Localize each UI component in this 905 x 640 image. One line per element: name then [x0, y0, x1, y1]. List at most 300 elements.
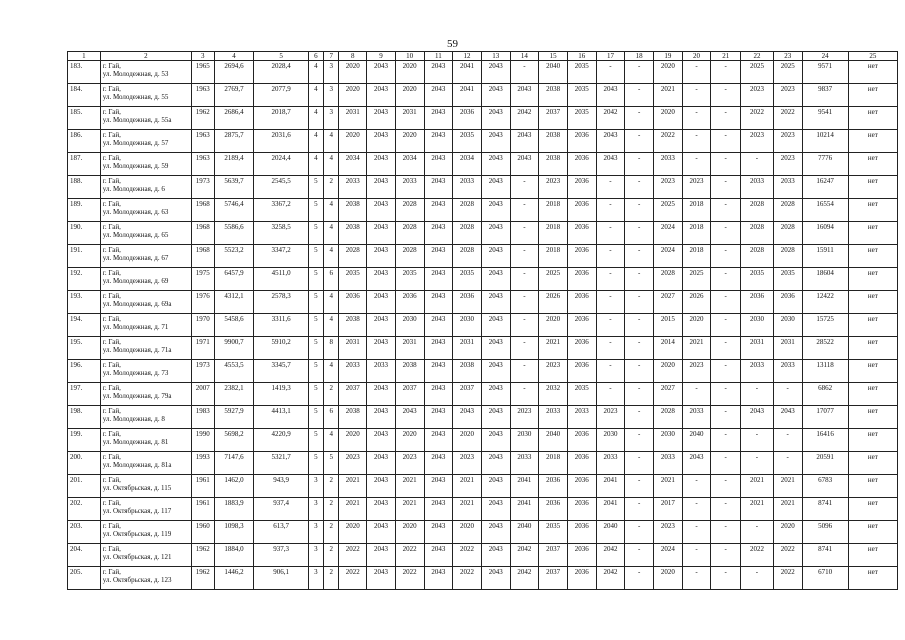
address-street: ул. Молодежная, д. 57 [102, 139, 169, 147]
data-cell: 2035 [567, 61, 596, 84]
row-number-cell: 199. [68, 429, 101, 452]
data-cell: 2021 [741, 475, 774, 498]
data-cell: 2043 [424, 314, 453, 337]
data-cell: - [711, 521, 741, 544]
data-cell: 2036 [567, 452, 596, 475]
data-cell: 2042 [596, 567, 625, 590]
data-cell: - [682, 61, 711, 84]
column-number-header: 16 [567, 52, 596, 61]
data-cell: 2041 [510, 475, 539, 498]
data-cell: 4 [324, 429, 339, 452]
data-cell: 2043 [481, 291, 510, 314]
data-cell: 2023 [773, 84, 802, 107]
data-cell: 2038 [339, 314, 367, 337]
address-cell [100, 360, 191, 383]
address-cell [100, 567, 191, 590]
data-cell: 2021 [395, 498, 424, 521]
data-cell: 2036 [453, 291, 482, 314]
data-cell: 2020 [654, 360, 683, 383]
data-cell: нет [848, 291, 897, 314]
data-cell: 2035 [773, 268, 802, 291]
data-cell: 2007 [191, 383, 214, 406]
data-cell: 1962 [191, 567, 214, 590]
data-cell: 28522 [802, 337, 848, 360]
data-cell: - [625, 360, 654, 383]
data-cell: 16094 [802, 222, 848, 245]
data-cell: - [773, 429, 802, 452]
address-city: г. Гай, [102, 315, 121, 323]
data-cell: - [596, 176, 625, 199]
data-cell: 9837 [802, 84, 848, 107]
data-cell: 2043 [481, 544, 510, 567]
column-number-header: 6 [308, 52, 323, 61]
data-cell: 1976 [191, 291, 214, 314]
table-row [68, 176, 898, 199]
data-cell: 2028 [395, 245, 424, 268]
data-cell: 2023 [596, 406, 625, 429]
data-cell: - [625, 498, 654, 521]
data-cell: 16416 [802, 429, 848, 452]
data-cell: - [625, 406, 654, 429]
data-cell: - [741, 567, 774, 590]
data-cell: - [741, 429, 774, 452]
address-city: г. Гай, [102, 430, 121, 438]
data-cell: 2043 [424, 153, 453, 176]
data-cell: 2036 [567, 268, 596, 291]
data-cell: 2022 [741, 544, 774, 567]
data-cell: 2043 [481, 383, 510, 406]
address-street: ул. Октябрьская, д. 121 [102, 553, 172, 561]
data-cell: - [625, 475, 654, 498]
row-number-cell: 192. [68, 268, 101, 291]
data-cell: 4 [308, 153, 323, 176]
row-number-cell: 195. [68, 337, 101, 360]
address-city: г. Гай, [102, 154, 121, 162]
address-city: г. Гай, [102, 85, 121, 93]
table-row [68, 521, 898, 544]
address-cell [100, 130, 191, 153]
data-cell: нет [848, 130, 897, 153]
data-cell: 2022 [339, 544, 367, 567]
address-cell [100, 406, 191, 429]
data-cell: 2031,6 [254, 130, 308, 153]
data-cell: - [596, 360, 625, 383]
row-number-cell: 204. [68, 544, 101, 567]
data-cell: 2043 [481, 176, 510, 199]
column-number-header: 17 [596, 52, 625, 61]
table-row [68, 153, 898, 176]
data-cell: 2038 [539, 153, 568, 176]
data-cell: 2042 [510, 544, 539, 567]
data-cell: 2043 [424, 475, 453, 498]
data-cell: 2043 [367, 222, 396, 245]
data-cell: 2038 [395, 360, 424, 383]
data-cell: 2020 [395, 130, 424, 153]
data-cell: 1961 [191, 475, 214, 498]
data-cell: 2028 [741, 245, 774, 268]
data-cell: - [682, 383, 711, 406]
column-number-header: 4 [214, 52, 254, 61]
data-cell: 2031 [741, 337, 774, 360]
data-cell: 2021 [453, 498, 482, 521]
data-cell: - [711, 199, 741, 222]
data-cell: - [625, 268, 654, 291]
data-cell: - [510, 245, 539, 268]
data-cell: 2033 [367, 360, 396, 383]
data-cell: 2021 [773, 475, 802, 498]
data-cell: 4 [324, 360, 339, 383]
data-cell: 2036 [567, 544, 596, 567]
data-cell: 9571 [802, 61, 848, 84]
page-number: 59 [447, 38, 458, 50]
data-cell: 943,9 [254, 475, 308, 498]
data-cell: 2040 [510, 521, 539, 544]
data-cell: 4 [324, 153, 339, 176]
data-cell: 2043 [481, 268, 510, 291]
data-cell: 2043 [424, 383, 453, 406]
address-cell [100, 475, 191, 498]
data-cell: 2036 [567, 222, 596, 245]
column-number-header: 2 [100, 52, 191, 61]
data-cell: 15911 [802, 245, 848, 268]
data-cell: - [773, 452, 802, 475]
data-cell: 18604 [802, 268, 848, 291]
data-cell: - [625, 521, 654, 544]
data-cell: 2023 [741, 84, 774, 107]
data-cell: нет [848, 544, 897, 567]
data-cell: - [711, 314, 741, 337]
data-cell: 5 [308, 268, 323, 291]
data-cell: 2021 [773, 498, 802, 521]
data-cell: 2021 [682, 337, 711, 360]
data-cell: 2020 [453, 429, 482, 452]
address-cell [100, 452, 191, 475]
data-cell: нет [848, 567, 897, 590]
data-cell: - [682, 498, 711, 521]
data-cell: 2021 [339, 475, 367, 498]
data-cell: 2043 [481, 498, 510, 521]
column-number-header: 22 [741, 52, 774, 61]
data-cell: 2026 [682, 291, 711, 314]
data-cell: 5 [308, 429, 323, 452]
data-cell: - [625, 314, 654, 337]
column-number-header: 10 [395, 52, 424, 61]
data-cell: 2025 [773, 61, 802, 84]
data-cell: нет [848, 153, 897, 176]
data-cell: 2020 [682, 314, 711, 337]
data-cell: 2020 [339, 130, 367, 153]
data-cell: 2033 [339, 176, 367, 199]
data-cell: 6862 [802, 383, 848, 406]
data-cell: 2024 [654, 222, 683, 245]
data-cell: 2033 [339, 360, 367, 383]
data-cell: 17077 [802, 406, 848, 429]
data-cell: 2036 [567, 498, 596, 521]
address-city: г. Гай, [102, 338, 121, 346]
data-cell: 5639,7 [214, 176, 254, 199]
data-cell: 2041 [596, 475, 625, 498]
address-cell [100, 245, 191, 268]
data-cell: - [510, 337, 539, 360]
data-cell: 2077,9 [254, 84, 308, 107]
data-cell: 937,3 [254, 544, 308, 567]
data-cell: 2043 [481, 130, 510, 153]
address-city: г. Гай, [102, 568, 121, 576]
data-cell: 2 [324, 498, 339, 521]
data-cell: - [625, 567, 654, 590]
address-cell [100, 521, 191, 544]
data-cell: 2043 [510, 84, 539, 107]
data-cell: 2022 [395, 544, 424, 567]
data-cell: 2036 [567, 199, 596, 222]
data-cell: - [741, 383, 774, 406]
data-cell: - [711, 176, 741, 199]
address-cell [100, 199, 191, 222]
address-cell [100, 61, 191, 84]
data-cell: 2 [324, 544, 339, 567]
data-cell: 2043 [424, 84, 453, 107]
data-cell: 2043 [367, 383, 396, 406]
data-cell: 2031 [395, 337, 424, 360]
data-cell: 2022 [773, 107, 802, 130]
data-cell: 4 [324, 291, 339, 314]
data-cell: 2020 [773, 521, 802, 544]
column-number-header: 7 [324, 52, 339, 61]
data-cell: 2023 [654, 176, 683, 199]
table-row [68, 429, 898, 452]
data-cell: - [682, 567, 711, 590]
data-cell: 1968 [191, 199, 214, 222]
data-cell: 3 [308, 521, 323, 544]
data-cell: 2020 [453, 521, 482, 544]
data-cell: - [596, 291, 625, 314]
data-cell: 3 [308, 544, 323, 567]
data-cell: 2043 [596, 153, 625, 176]
data-cell: 2028 [339, 245, 367, 268]
address-street: ул. Молодежная, д. 81а [102, 461, 172, 469]
data-cell: 2043 [481, 521, 510, 544]
data-cell: 5 [308, 176, 323, 199]
data-cell: 2033 [395, 176, 424, 199]
data-cell: 2043 [453, 406, 482, 429]
housing-register-table [67, 51, 898, 590]
data-cell: 2034 [339, 153, 367, 176]
data-cell: 2041 [453, 84, 482, 107]
data-cell: 2043 [367, 544, 396, 567]
data-cell: 2043 [367, 268, 396, 291]
data-cell: - [711, 84, 741, 107]
data-cell: 3 [324, 61, 339, 84]
data-cell: 2875,7 [214, 130, 254, 153]
address-city: г. Гай, [102, 384, 121, 392]
data-cell: - [682, 130, 711, 153]
data-cell: 2028 [395, 199, 424, 222]
data-cell: 1970 [191, 314, 214, 337]
data-cell: 1983 [191, 406, 214, 429]
row-number-cell: 201. [68, 475, 101, 498]
data-cell: 2027 [654, 383, 683, 406]
data-cell: 6710 [802, 567, 848, 590]
data-cell: - [682, 521, 711, 544]
data-cell: 20591 [802, 452, 848, 475]
data-cell: 1968 [191, 245, 214, 268]
data-cell: - [625, 452, 654, 475]
data-cell: 2035 [567, 107, 596, 130]
data-cell: 2023 [453, 452, 482, 475]
data-cell: - [741, 153, 774, 176]
table-row [68, 544, 898, 567]
data-cell: - [625, 130, 654, 153]
data-cell: 2028 [773, 245, 802, 268]
data-cell: 2030 [395, 314, 424, 337]
data-cell: 2036 [539, 475, 568, 498]
data-cell: - [625, 429, 654, 452]
data-cell: 3367,2 [254, 199, 308, 222]
table-row [68, 268, 898, 291]
data-cell: 2030 [741, 314, 774, 337]
data-cell: 3 [308, 498, 323, 521]
data-cell: 2043 [367, 245, 396, 268]
data-cell: 2024 [654, 245, 683, 268]
data-cell: 2036 [567, 176, 596, 199]
data-cell: - [596, 222, 625, 245]
address-cell [100, 291, 191, 314]
data-cell: 2035 [395, 268, 424, 291]
data-cell: 2043 [481, 429, 510, 452]
data-cell: 2033 [741, 176, 774, 199]
data-cell: 1973 [191, 176, 214, 199]
data-cell: 1883,9 [214, 498, 254, 521]
data-cell: 2035 [539, 521, 568, 544]
data-cell: 2020 [539, 314, 568, 337]
data-cell: - [625, 153, 654, 176]
data-cell: 2043 [424, 521, 453, 544]
data-cell: 2021 [453, 475, 482, 498]
data-cell: - [682, 153, 711, 176]
data-cell: 2043 [367, 475, 396, 498]
data-cell: 2043 [367, 291, 396, 314]
data-cell: 613,7 [254, 521, 308, 544]
data-cell: 2043 [367, 314, 396, 337]
data-cell: нет [848, 475, 897, 498]
data-cell: нет [848, 268, 897, 291]
data-cell: 2042 [510, 107, 539, 130]
data-cell: 2036 [741, 291, 774, 314]
data-cell: 2037 [539, 544, 568, 567]
data-cell: - [682, 475, 711, 498]
row-number-cell: 189. [68, 199, 101, 222]
data-cell: нет [848, 337, 897, 360]
data-cell: 2043 [367, 452, 396, 475]
data-cell: 2033 [453, 176, 482, 199]
data-cell: 2035 [567, 84, 596, 107]
address-city: г. Гай, [102, 246, 121, 254]
data-cell: нет [848, 176, 897, 199]
data-cell: 2027 [654, 291, 683, 314]
data-cell: 2018 [539, 245, 568, 268]
data-cell: 2034 [395, 153, 424, 176]
data-cell: 2043 [424, 107, 453, 130]
table-row [68, 406, 898, 429]
table-row [68, 452, 898, 475]
data-cell: 1962 [191, 544, 214, 567]
table-row [68, 291, 898, 314]
data-cell: 2 [324, 521, 339, 544]
data-cell: 2 [324, 383, 339, 406]
data-cell: 2032 [539, 383, 568, 406]
data-cell: 2043 [481, 199, 510, 222]
row-number-cell: 186. [68, 130, 101, 153]
data-cell: 2023 [539, 360, 568, 383]
data-cell: 4220,9 [254, 429, 308, 452]
data-cell: 5698,2 [214, 429, 254, 452]
data-cell: 2034 [453, 153, 482, 176]
row-number-cell: 190. [68, 222, 101, 245]
data-cell: 1990 [191, 429, 214, 452]
data-cell: 5746,4 [214, 199, 254, 222]
address-city: г. Гай, [102, 62, 121, 70]
data-cell: 4312,1 [214, 291, 254, 314]
table-row [68, 360, 898, 383]
address-street: ул. Молодежная, д. 79а [102, 392, 172, 400]
data-cell: 4413,1 [254, 406, 308, 429]
data-cell: 2020 [395, 521, 424, 544]
data-cell: 8 [324, 337, 339, 360]
column-number-header: 11 [424, 52, 453, 61]
data-cell: 2028 [654, 268, 683, 291]
data-cell: - [596, 383, 625, 406]
data-cell: - [510, 199, 539, 222]
data-cell: 2036 [567, 130, 596, 153]
data-cell: 2026 [539, 291, 568, 314]
address-cell [100, 337, 191, 360]
data-cell: нет [848, 84, 897, 107]
address-cell [100, 314, 191, 337]
data-cell: 2028 [741, 199, 774, 222]
row-number-cell: 191. [68, 245, 101, 268]
data-cell: - [711, 475, 741, 498]
data-cell: 4 [324, 314, 339, 337]
data-cell: 2017 [654, 498, 683, 521]
data-cell: 4 [308, 84, 323, 107]
data-cell: 2043 [367, 406, 396, 429]
data-cell: 2041 [453, 61, 482, 84]
address-city: г. Гай, [102, 269, 121, 277]
data-cell: 1962 [191, 107, 214, 130]
data-cell: - [711, 544, 741, 567]
data-cell: нет [848, 406, 897, 429]
table-row [68, 199, 898, 222]
data-cell: 2028 [453, 199, 482, 222]
data-cell: 2022 [339, 567, 367, 590]
row-number-cell: 183. [68, 61, 101, 84]
address-street: ул. Молодежная, д. 73 [102, 369, 169, 377]
data-cell: 2043 [367, 429, 396, 452]
data-cell: 2018 [539, 199, 568, 222]
data-cell: нет [848, 521, 897, 544]
data-cell: 2043 [481, 337, 510, 360]
data-cell: 1963 [191, 84, 214, 107]
data-cell: 2043 [424, 544, 453, 567]
data-cell: 2043 [424, 176, 453, 199]
address-street: ул. Молодежная, д. 81 [102, 438, 169, 446]
data-cell: 2030 [510, 429, 539, 452]
data-cell: 2037 [339, 383, 367, 406]
data-cell: 1965 [191, 61, 214, 84]
data-cell: 2024,4 [254, 153, 308, 176]
data-cell: 2031 [339, 107, 367, 130]
data-cell: 2028 [741, 222, 774, 245]
